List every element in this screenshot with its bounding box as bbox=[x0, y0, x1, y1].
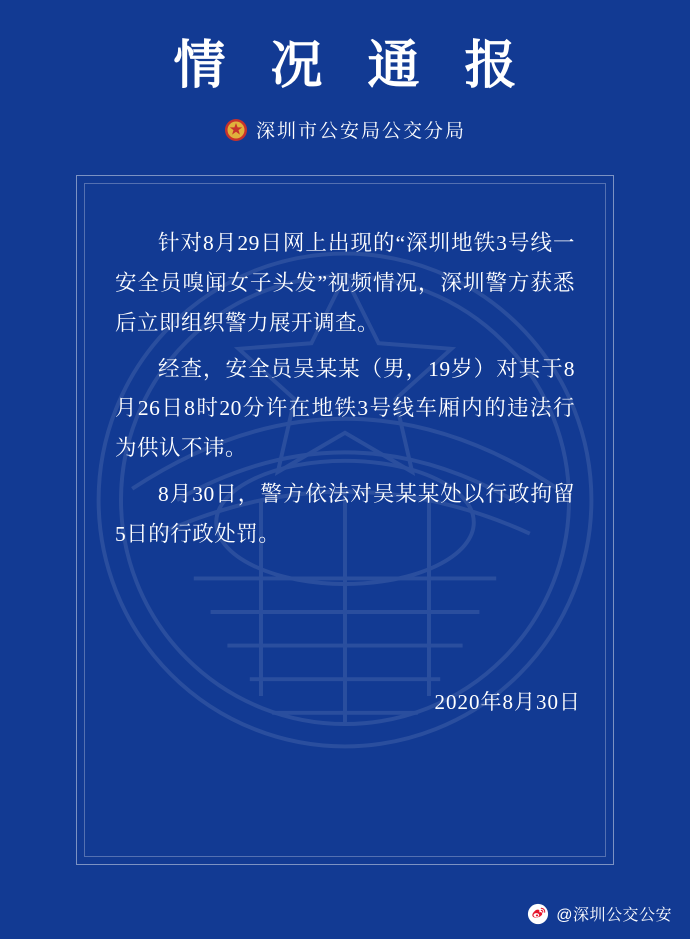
paragraph-2: 经查，安全员吴某某（男，19岁）对其于8月26日8时20分许在地铁3号线车厢内的违法行为供认不讳。 bbox=[115, 356, 575, 461]
issuer-row bbox=[0, 116, 690, 143]
header bbox=[0, 0, 690, 143]
weibo-icon bbox=[527, 903, 549, 925]
footer-account bbox=[527, 902, 672, 925]
page-title: 情 况 通 报 bbox=[173, 38, 533, 95]
issuer-label: 深圳市公安局公交分局 bbox=[255, 121, 466, 143]
notice-frame bbox=[76, 175, 614, 865]
paragraph-1: 针对8月29日网上出现的“深圳地铁3号线一安全员嗅闻女子头发”视频情况，深圳警方获悉后立即组织警力展开调查。 bbox=[115, 231, 575, 335]
notice-date: 2020年8月30日 bbox=[434, 690, 581, 715]
paragraph-3: 8月30日，警方依法对吴某某处以行政拘留5日的行政处罚。 bbox=[115, 481, 575, 546]
footer-account-name: @深圳公交公安 bbox=[556, 907, 672, 924]
notice-content bbox=[84, 183, 606, 857]
police-badge-icon bbox=[224, 118, 248, 142]
